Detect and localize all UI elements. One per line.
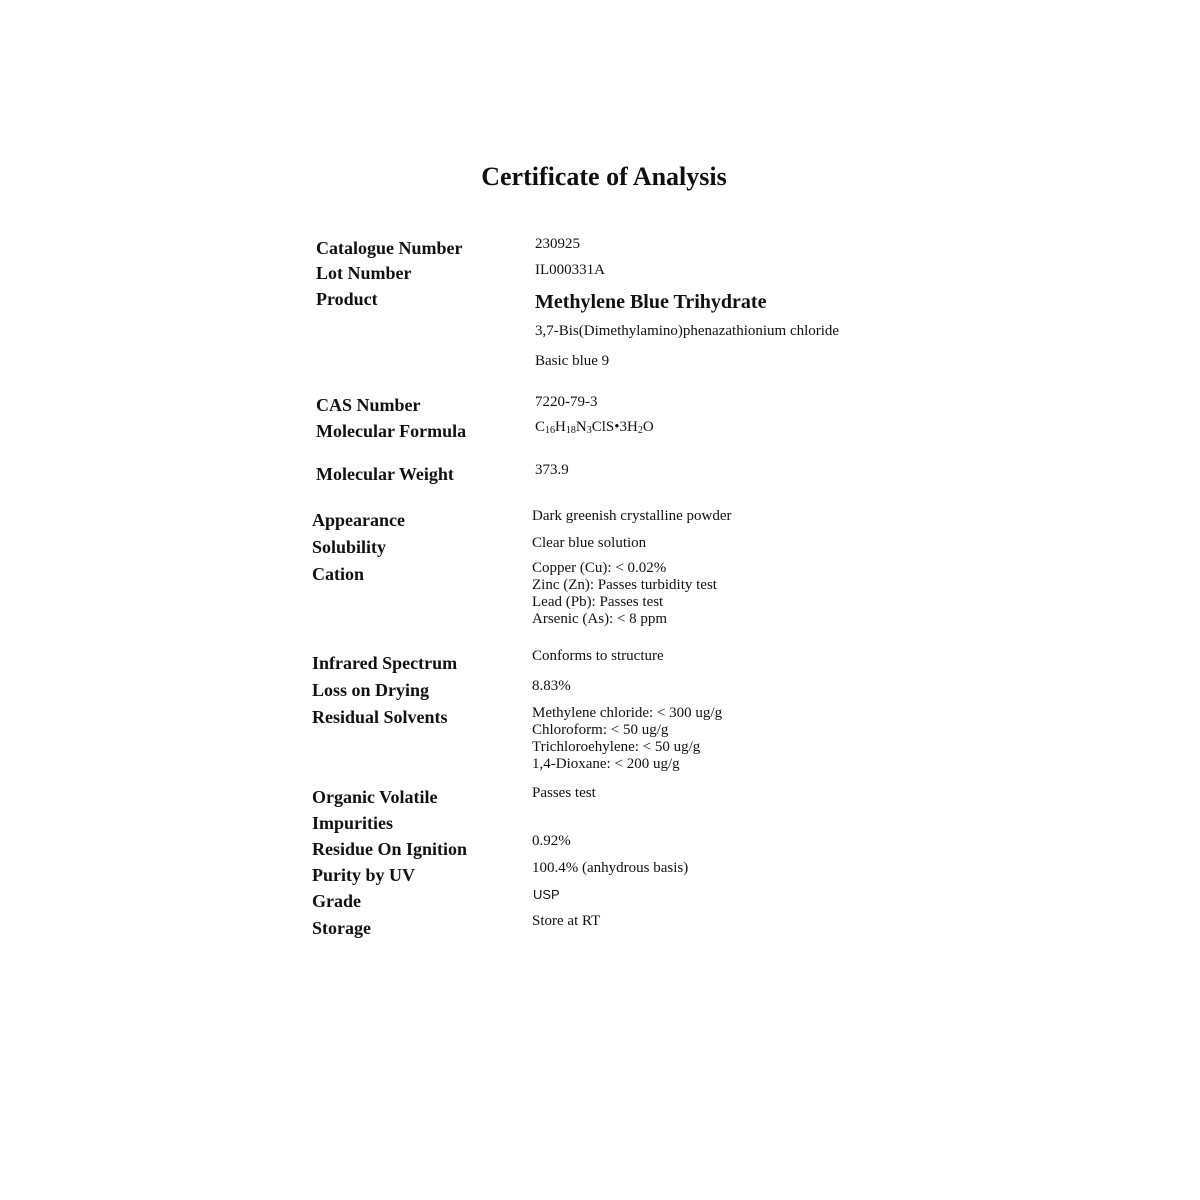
organic-volatile-label-line-2: Impurities bbox=[312, 813, 393, 833]
cation-values bbox=[532, 560, 717, 628]
residue-on-ignition-value: 0.92% bbox=[532, 833, 571, 849]
infrared-spectrum-value: Conforms to structure bbox=[532, 648, 664, 664]
solvent-line: Methylene chloride: < 300 ug/g bbox=[532, 705, 723, 721]
organic-volatile-label-line-1: Organic Volatile bbox=[312, 787, 438, 807]
organic-volatile-value: Passes test bbox=[532, 785, 596, 801]
loss-on-drying-label: Loss on Drying bbox=[312, 680, 430, 700]
product-name: Methylene Blue Trihydrate bbox=[535, 291, 767, 313]
residual-solvents-label: Residual Solvents bbox=[312, 707, 448, 727]
solvent-line: 1,4-Dioxane: < 200 ug/g bbox=[532, 756, 680, 772]
grade-value: USP bbox=[533, 887, 560, 902]
formula-part: C bbox=[535, 419, 546, 435]
product-synonym-2: Basic blue 9 bbox=[535, 353, 610, 369]
cation-line: Zinc (Zn): Passes turbidity test bbox=[532, 577, 717, 593]
formula-part: ClS•3H bbox=[591, 419, 638, 435]
lot-number-value: IL000331A bbox=[535, 262, 605, 278]
product-synonym-1: 3,7-Bis(Dimethylamino)phenazathionium chloride bbox=[535, 323, 840, 339]
appearance-value: Dark greenish crystalline powder bbox=[532, 508, 732, 524]
document-title: Certificate of Analysis bbox=[481, 162, 727, 191]
solvent-line: Chloroform: < 50 ug/g bbox=[532, 722, 669, 738]
molecular-weight-label: Molecular Weight bbox=[316, 464, 454, 484]
purity-by-uv-value: 100.4% (anhydrous basis) bbox=[532, 860, 689, 876]
molecular-weight-value: 373.9 bbox=[535, 462, 569, 478]
grade-label: Grade bbox=[312, 891, 361, 911]
molecular-formula-value bbox=[535, 419, 654, 436]
formula-subscript: 3 bbox=[586, 425, 592, 436]
cation-label: Cation bbox=[312, 564, 365, 584]
cation-line: Lead (Pb): Passes test bbox=[532, 594, 664, 610]
catalogue-number-label: Catalogue Number bbox=[316, 238, 463, 258]
storage-label: Storage bbox=[312, 918, 371, 938]
formula-subscript: 16 bbox=[545, 425, 556, 436]
solubility-value: Clear blue solution bbox=[532, 535, 647, 551]
cas-number-value: 7220-79-3 bbox=[535, 394, 598, 410]
solubility-label: Solubility bbox=[312, 537, 387, 557]
lot-number-label: Lot Number bbox=[316, 263, 412, 283]
appearance-label: Appearance bbox=[312, 510, 405, 530]
formula-part: N bbox=[575, 419, 587, 435]
formula-part: H bbox=[555, 419, 566, 435]
cation-line: Arsenic (As): < 8 ppm bbox=[532, 611, 668, 627]
cas-number-label: CAS Number bbox=[316, 395, 421, 415]
product-label: Product bbox=[316, 289, 378, 309]
formula-subscript: 18 bbox=[565, 425, 576, 436]
cation-line: Copper (Cu): < 0.02% bbox=[532, 560, 667, 576]
solvent-line: Trichloroehylene: < 50 ug/g bbox=[532, 739, 701, 755]
infrared-spectrum-label: Infrared Spectrum bbox=[312, 653, 458, 673]
catalogue-number-value: 230925 bbox=[535, 236, 580, 252]
formula-part: O bbox=[642, 419, 654, 435]
purity-by-uv-label: Purity by UV bbox=[312, 865, 415, 885]
molecular-formula-label: Molecular Formula bbox=[316, 421, 467, 441]
residue-on-ignition-label: Residue On Ignition bbox=[312, 839, 468, 859]
formula-subscript: 2 bbox=[637, 425, 643, 436]
loss-on-drying-value: 8.83% bbox=[532, 678, 571, 694]
storage-value: Store at RT bbox=[532, 913, 601, 929]
residual-solvents-values bbox=[532, 705, 722, 773]
